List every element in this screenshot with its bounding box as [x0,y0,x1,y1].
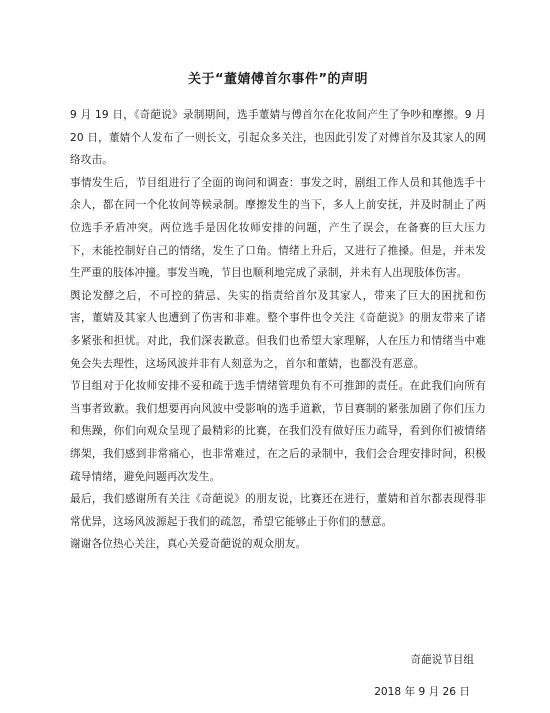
signature-date: 2018 年 9 月 26 日 [374,686,470,698]
signature-organization: 奇葩说节目组 [410,654,474,666]
paragraph-1: 9 月 19 日，《奇葩说》录制期间，选手董婧与傅首尔在化妆间产生了争吵和摩擦。9 月 20 日，董婧个人发布了一则长文，引起众多关注，也因此引发了对傅首尔及其家人的网络攻击。 [70,109,486,167]
document-title: 关于“董婧傅首尔事件”的声明 [187,72,369,87]
paragraph-4: 节目组对于化妆师安排不妥和疏于选手情绪管理负有不可推卸的责任。在此我们向所有当事者致歉。我们想要再向风波中受影响的选手道歉，节目赛制的紧张加剧了你们压力和焦躁，你们向观众呈现了最精彩的比赛，在我们没有做好压力疏导，看到你们被情绪绑架，我们感到非常痛心，也非常难过，在之后的录制中，我们会合理安排时间，积极疏导情绪，避免问题再次发生。 [70,380,486,483]
paragraph-2: 事情发生后，节目组进行了全面的询问和调查：事发之时，剧组工作人员和其他选手十余人，都在同一个化妆间等候录制。摩擦发生的当下，多人上前安抚，并及时制止了两位选手矛盾冲突。两位选手是因化妆师安排的问题，产生了误会，在备赛的巨大压力下，未能控制好自己的情绪，发生了口角。情绪上升后，又进行了推搡。但是，并未发生严重的肢体冲撞。事发当晚，节目也顺利地完成了录制，并未有人出现肢体伤害。 [70,176,486,280]
paragraph-5: 最后，我们感谢所有关注《奇葩说》的朋友说，比赛还在进行，董婧和首尔都表现得非常优异，这场风波源起于我们的疏忽，希望它能够止于你们的慧意。 [70,493,486,528]
paragraph-6: 谢谢各位热心关注，真心关爱奇葩说的观众朋友。 [70,538,307,551]
paragraph-3: 舆论发酵之后，不可控的猜忌、失实的指责给首尔及其家人，带来了巨大的困扰和伤害，董婧及其家人也遭到了伤害和非难。整个事件也令关注《奇葩说》的朋友带来了诸多紧张和担忧。对此，我们深表歉意。但我们也希望大家理解，人在压力和情绪当中难免会失去理性，这场风波并非有人刻意为之，首尔和董婧，也都没有恶意。 [70,289,486,370]
